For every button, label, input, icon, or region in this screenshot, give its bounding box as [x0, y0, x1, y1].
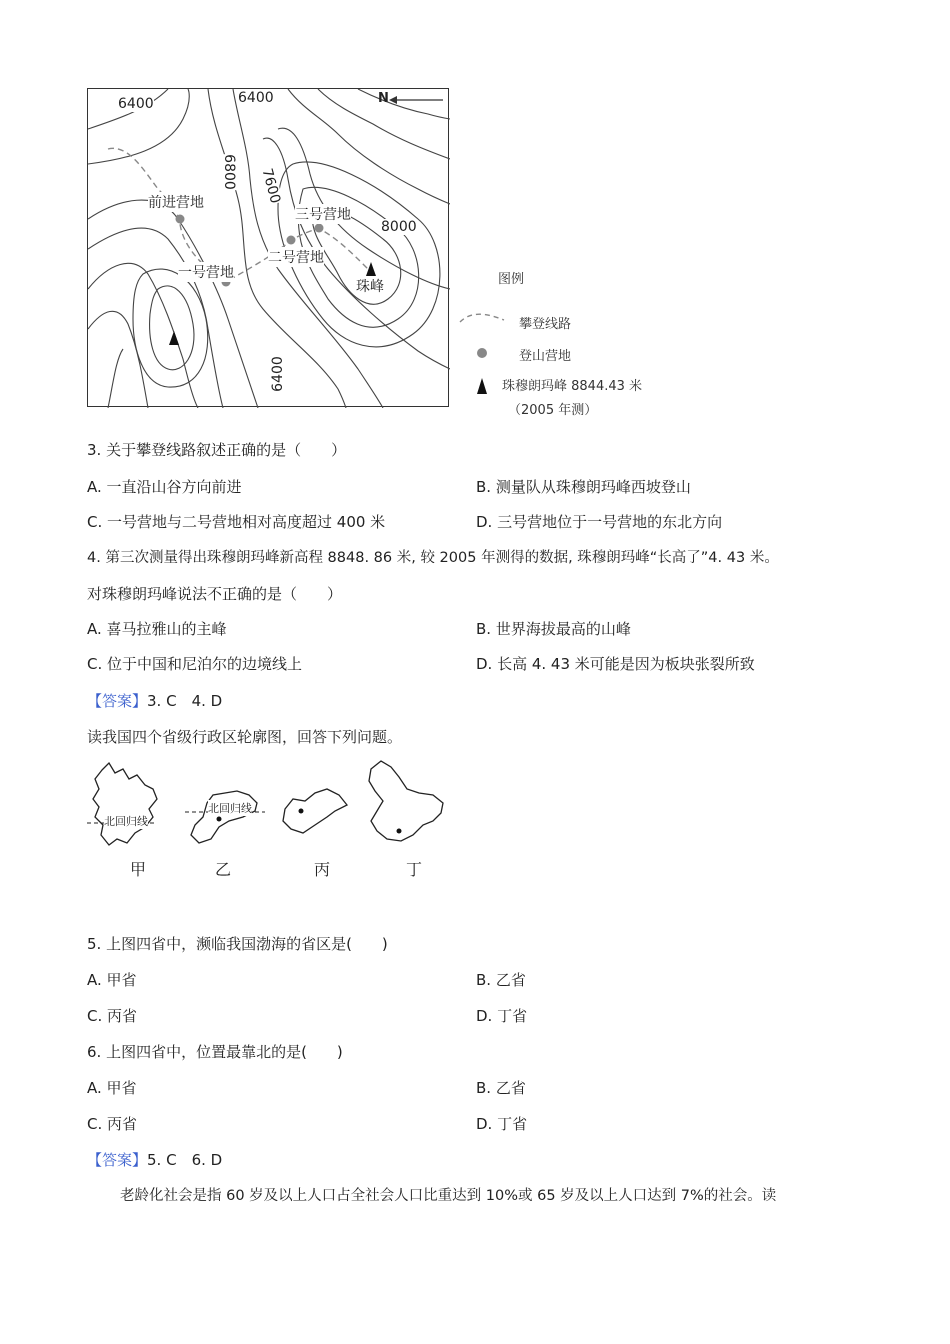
legend-camp-icon: [475, 346, 489, 360]
contour-line: [288, 89, 450, 204]
tropic-label-jia: 北回归线: [104, 815, 148, 828]
question-4-option-c: C. 位于中国和尼泊尔的边境线上: [87, 655, 303, 673]
question-3-option-c: C. 一号营地与二号营地相对高度超过 400 米: [87, 513, 386, 531]
question-5-option-d: D. 丁省: [476, 1007, 528, 1025]
province-outline-jia: [93, 763, 157, 845]
province-outline-bing: [283, 789, 347, 833]
legend-route-icon: [458, 310, 506, 326]
answer-block-1: [87, 691, 222, 711]
legend-peak-label: 珠穆朗玛峰 8844.43 米: [502, 379, 643, 394]
province-label-ding: 丁: [406, 860, 423, 879]
north-label: N: [378, 91, 389, 106]
section-intro-aging: 老龄化社会是指 60 岁及以上人口占全社会人口比重达到 10%或 65 岁及以上人口达到 7%的社会。读: [120, 1188, 777, 1204]
capital-dot-yi: [217, 817, 222, 822]
question-4-stem-line2: 对珠穆朗玛峰说法不正确的是（ ）: [87, 585, 343, 603]
answer-text: 3. C 4. D: [147, 692, 223, 710]
peak-triangle-south: [169, 331, 179, 345]
tropic-label-yi: 北回归线: [208, 802, 252, 815]
contour-label: 6800: [220, 154, 237, 190]
contour-label: 7600: [258, 166, 284, 206]
legend-peak-note: （2005 年测）: [508, 403, 598, 418]
camp-label-3: 三号营地: [295, 204, 351, 224]
question-4-option-b: B. 世界海拔最高的山峰: [476, 620, 631, 638]
camp-dot-advance: [176, 215, 185, 224]
question-4-option-d: D. 长高 4. 43 米可能是因为板块张裂所致: [476, 655, 755, 673]
peak-label: 珠峰: [356, 276, 384, 296]
contour-label: 6400: [238, 90, 274, 106]
contour-label: 8000: [381, 219, 417, 235]
legend-camp-label: 登山营地: [519, 349, 572, 364]
camp-dot-3: [315, 224, 324, 233]
question-6-option-c: C. 丙省: [87, 1115, 138, 1133]
question-4-option-a: A. 喜马拉雅山的主峰: [87, 620, 227, 638]
province-outline-ding: [369, 761, 443, 841]
answer-block-2: [87, 1150, 222, 1170]
answer-key-label: 【答案】: [87, 1151, 148, 1169]
camp-label-2: 二号营地: [268, 247, 324, 267]
legend-route-label: 攀登线路: [519, 317, 572, 332]
camp-dot-2: [287, 236, 296, 245]
answer-text: 5. C 6. D: [147, 1151, 223, 1169]
legend-peak-icon: [476, 377, 488, 395]
province-label-bing: 丙: [314, 860, 331, 879]
province-label-jia: 甲: [130, 860, 147, 879]
question-6-option-a: A. 甲省: [87, 1079, 137, 1097]
contour-line: [88, 263, 198, 408]
section-intro-provinces: 读我国四个省级行政区轮廓图，回答下列问题。: [87, 728, 403, 746]
question-3-option-a: A. 一直沿山谷方向前进: [87, 478, 242, 496]
question-4-stem-line1: 4. 第三次测量得出珠穆朗玛峰新高程 8848. 86 米, 较 2005 年测得的数据, 珠穆朗玛峰“长高了”4. 43 米。: [87, 550, 779, 566]
contour-label: 6400: [118, 96, 154, 112]
legend-title: 图例: [498, 272, 525, 287]
question-3-option-b: B. 测量队从珠穆朗玛峰西坡登山: [476, 478, 691, 496]
camp-label-advance: 前进营地: [148, 192, 204, 212]
question-5-option-a: A. 甲省: [87, 971, 137, 989]
capital-dot-bing: [299, 809, 304, 814]
contour-label: 6400: [269, 356, 286, 392]
question-5-option-b: B. 乙省: [476, 971, 526, 989]
contour-line: [108, 349, 123, 408]
capital-dot-ding: [397, 829, 402, 834]
question-6-option-d: D. 丁省: [476, 1115, 528, 1133]
question-6-stem: 6. 上图四省中，位置最靠北的是( ): [87, 1043, 343, 1061]
question-6-option-b: B. 乙省: [476, 1079, 526, 1097]
question-5-stem: 5. 上图四省中，濒临我国渤海的省区是( ): [87, 935, 388, 953]
province-outlines: [87, 755, 457, 855]
province-outline-yi: [191, 791, 257, 843]
contour-line: [88, 228, 223, 408]
question-3-option-d: D. 三号营地位于一号营地的东北方向: [476, 513, 723, 531]
peak-triangle-everest: [366, 262, 376, 276]
answer-key-label: 【答案】: [87, 692, 148, 710]
contour-line: [358, 89, 450, 119]
camp-label-1: 一号营地: [178, 262, 234, 282]
question-5-option-c: C. 丙省: [87, 1007, 138, 1025]
question-3-stem: 3. 关于攀登线路叙述正确的是（ ）: [87, 441, 347, 459]
province-label-yi: 乙: [215, 860, 232, 879]
